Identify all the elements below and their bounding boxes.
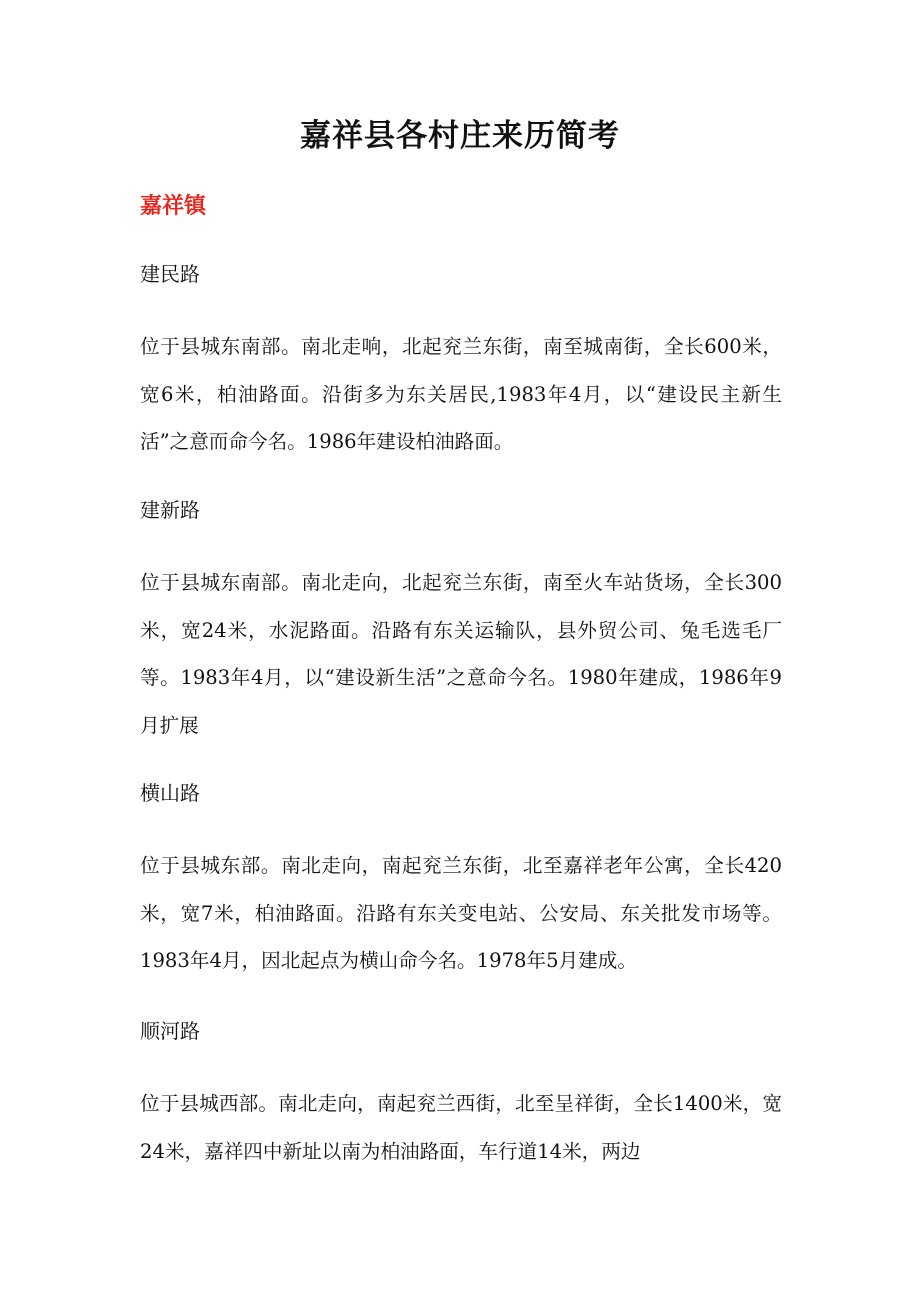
entry-description: 位于县城西部。南北走向，南起兖兰西街，北至呈祥街，全长1400米，宽24米，嘉祥四中新址以南为柏油路面，车行道14米，两边: [140, 1092, 782, 1163]
entry-name: 建民路: [140, 262, 200, 286]
entry-description: 位于县城东部。南北走向，南起兖兰东街，北至嘉祥老年公寓，全长420米，宽7米，柏油路面。沿路有东关变电站、公安局、东关批发市场等。1983年4月，因北起点为横山命今名。1978年5月建成。: [140, 854, 782, 972]
entry-description: 位于县城东南部。南北走响，北起兖兰东街，南至城南街，全长600米，宽6米，柏油路面。沿街多为东关居民,1983年4月，以“建设民主新生活”之意而命今名。1986年建设柏油路面。: [140, 335, 782, 453]
entry-description: 位于县城东南部。南北走向，北起兖兰东街，南至火车站货场，全长300米，宽24米，水泥路面。沿路有东关运输队，县外贸公司、兔毛选毛厂等。1983年4月，以“建设新生活”之意命今名。1980年建成，1986年9月扩展: [140, 571, 782, 737]
section-heading: 嘉祥镇: [140, 194, 207, 219]
entry-name: 顺河路: [140, 1019, 200, 1043]
entry-name: 建新路: [140, 498, 200, 522]
entry-name: 横山路: [140, 781, 200, 805]
document-title: 嘉祥县各村庄来历简考: [300, 118, 620, 154]
